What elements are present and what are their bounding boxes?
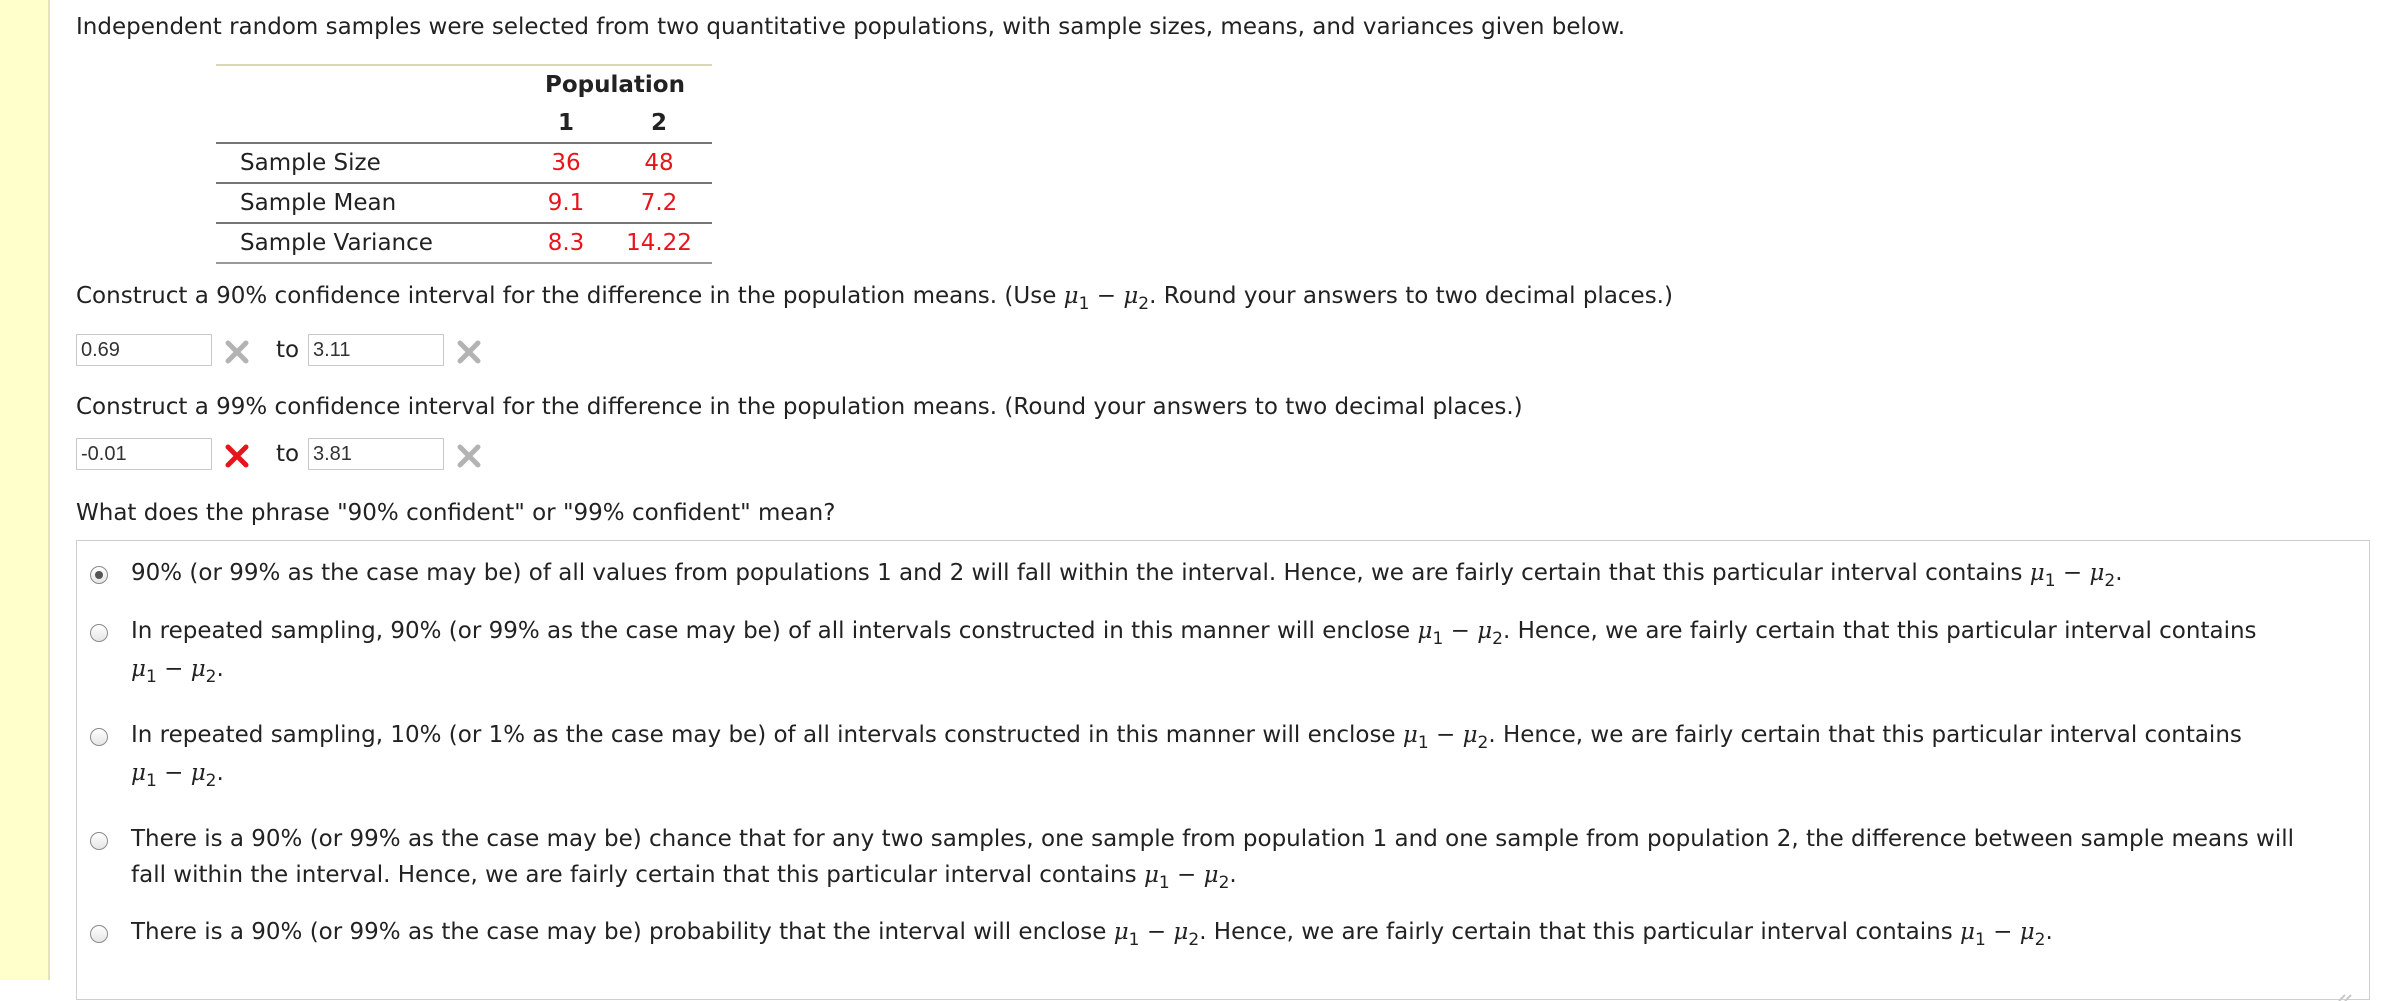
option-3[interactable]: In repeated sampling, 10% (or 1% as the case may be) of all intervals constructed in this manner will enclose $\mu_1 - \mu_2$. Hence, we are fairly certain that this particular interval contains $\mu_1 - \mu_2$. [77,703,2369,807]
radio-option-1[interactable] [90,566,108,584]
radio-option-5[interactable] [90,925,108,943]
row-label: Sample Variance [240,230,433,256]
mu1-minus-mu2: $\mu_1 - \mu_2$ [1417,618,1503,649]
mu1-minus-mu2: $\mu_1 - \mu_2$ [1113,919,1200,950]
x-gray-icon [456,443,482,469]
to-label: to [276,441,300,467]
col-1-header: 1 [557,110,574,136]
option-5[interactable]: There is a 90% (or 99% as the case may be) probability that the interval will enclose $\mu_1 - \mu_2$. Hence, we are fairly certain that this particular interval contains $\mu_1 - \mu_2$. [77,901,2369,961]
value-pop2: 7.2 [640,190,678,216]
value-pop1: 36 [551,150,581,176]
mu1-minus-mu2: $\mu_1 - \mu_2$ [1960,919,2046,950]
x-red-icon [224,443,250,469]
meaning-question: What does the phrase "90% confident" or "99% confident" mean? [76,500,836,526]
row-label: Sample Size [240,150,381,176]
radio-option-2[interactable] [90,624,108,642]
mu1-minus-mu2: $\mu_1 - \mu_2$ [1063,283,1150,314]
q99-prompt: Construct a 99% confidence interval for the difference in the population means. (Round your answers to two decimal places.) [76,394,1523,420]
left-margin-bar [0,0,50,980]
question-content [76,0,2370,980]
x-gray-icon [456,339,482,365]
value-pop2: 48 [644,150,674,176]
x-gray-icon [224,339,250,365]
ci99-lower-input[interactable] [76,438,212,470]
mu1-minus-mu2: $\mu_1 - \mu_2$ [131,760,217,791]
option-4[interactable]: There is a 90% (or 99% as the case may be) chance that for any two samples, one sample from population 1 and one sample from population 2, the difference between sample means will fall within the interval. Hence, we are fairly certain that this particular interval contains $\mu_1 - \mu_2$. [77,807,2369,901]
mu1-minus-mu2: $\mu_1 - \mu_2$ [131,656,217,687]
col-2-header: 2 [650,110,667,136]
option-2[interactable]: In repeated sampling, 90% (or 99% as the case may be) of all intervals constructed in this manner will enclose $\mu_1 - \mu_2$. Hence, we are fairly certain that this particular interval contains $\mu_1 - \mu_2$. [77,599,2369,703]
data-table [216,64,712,264]
ci90-upper-input[interactable] [308,334,444,366]
corner-x-icon [2337,993,2357,1001]
table-row [216,142,712,182]
table-header-row [216,64,712,104]
radio-option-3[interactable] [90,728,108,746]
mu1-minus-mu2: $\mu_1 - \mu_2$ [1402,722,1489,753]
table-row [216,182,712,222]
row-label: Sample Mean [240,190,397,216]
table-row [216,222,712,264]
ci99-upper-input[interactable] [308,438,444,470]
mu1-minus-mu2: $\mu_1 - \mu_2$ [1143,862,1230,893]
value-pop1: 8.3 [547,230,585,256]
mu1-minus-mu2: $\mu_1 - \mu_2$ [2029,560,2116,591]
to-label: to [276,337,300,363]
value-pop2: 14.22 [626,230,692,256]
radio-option-4[interactable] [90,832,108,850]
intro-text: Independent random samples were selected from two quantitative populations, with sample sizes, means, and variances given below. [76,14,1626,40]
population-header: Population [545,72,685,98]
q90-prompt: Construct a 90% confidence interval for the difference in the population means. (Use $\mu_1 - \mu_2$. Round your answers to two decimal places.) [76,283,1673,314]
value-pop1: 9.1 [547,190,585,216]
ci90-lower-input[interactable] [76,334,212,366]
options-box [76,540,2370,1000]
table-colnum-row [216,104,712,142]
option-1[interactable]: 90% (or 99% as the case may be) of all values from populations 1 and 2 will fall within the interval. Hence, we are fairly certain that this particular interval contains $\mu_1 - \mu_2$. [77,541,2369,599]
